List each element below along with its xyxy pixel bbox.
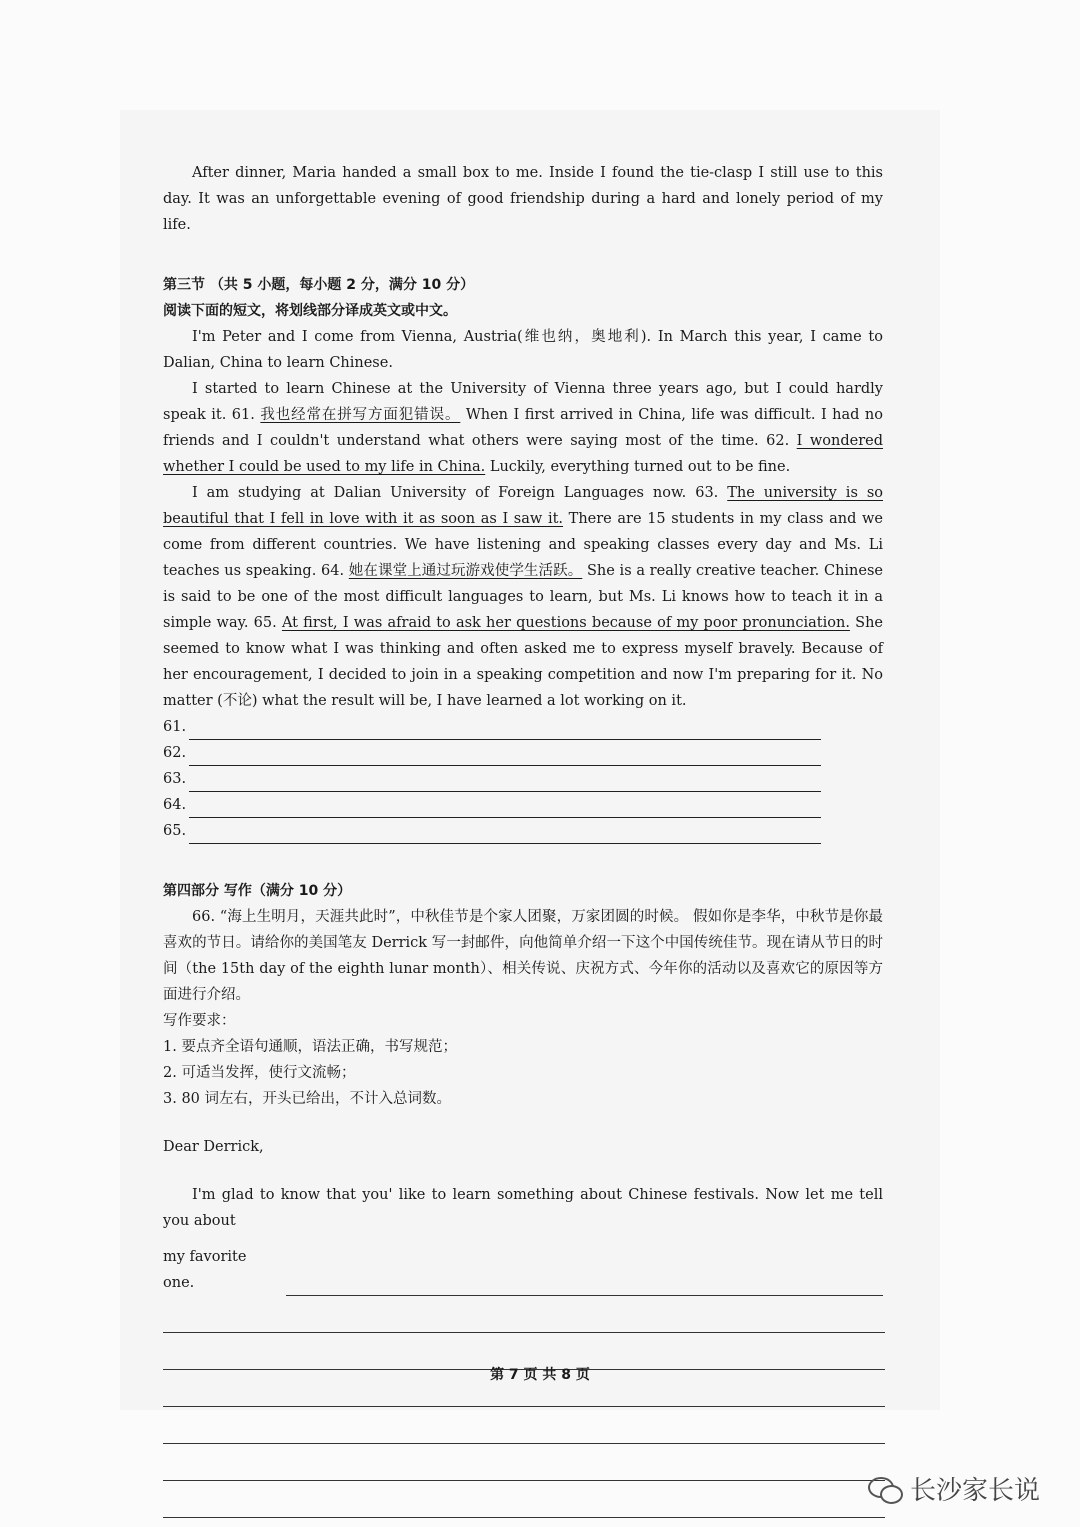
document-content [163, 160, 883, 1518]
answer-number: 63. [163, 771, 187, 787]
writing-line[interactable] [163, 1481, 885, 1518]
passage-paragraph-1: I'm Peter and I come from Vienna, Austria(维也纳，奥地利). In March this year, I came to Dalian, China to learn Chinese. [163, 329, 883, 371]
passage-text: When I first arrived in China, life was difficult. I had no friends and I couldn't understand what others were saying most of the time. 62. [163, 407, 884, 449]
answer-number: 65. [163, 823, 187, 839]
requirements-title: 写作要求： [163, 1013, 236, 1029]
underlined-65: At first, I was afraid to ask her questions because of my poor pronunciation. [281, 615, 850, 631]
answer-row[interactable] [163, 740, 883, 766]
answer-line[interactable] [189, 773, 821, 792]
writing-line[interactable] [286, 1277, 883, 1296]
answer-row[interactable] [163, 792, 883, 818]
watermark [868, 1470, 1040, 1507]
underlined-63: The university is so beautiful that I fell in love with it as soon as I saw it. [163, 485, 883, 527]
underlined-64: 她在课堂上通过玩游戏使学生活跃。 [348, 563, 583, 579]
letter-greeting: Dear Derrick, [163, 1139, 264, 1155]
answer-row[interactable] [163, 766, 883, 792]
writing-line[interactable] [163, 1444, 885, 1481]
intro-paragraph: After dinner, Maria handed a small box to me. Inside I found the tie-clasp I still use to this day. It was an unforgettable evening of good friendship during a hard and lonely period of my life. [163, 165, 883, 233]
passage-paragraph-3 [163, 480, 883, 714]
passage-text: I started to learn Chinese at the University of Vienna three years ago, but I could hardly speak it. 61. [163, 381, 883, 423]
answer-line[interactable] [189, 721, 821, 740]
passage-paragraph-2 [163, 376, 883, 480]
answer-row[interactable] [163, 818, 883, 844]
writing-line[interactable] [163, 1407, 885, 1444]
underlined-62: I wondered whether I could be used to my life in China. [163, 433, 884, 475]
passage-text: She is a really creative teacher. Chinese is said to be one of the most difficult languages to learn, but Ms. Li knows how to teach it in a simple way. 65. [163, 563, 883, 631]
answer-number: 61. [163, 719, 187, 735]
passage-text: There are 15 students in my class and we come from different countries. We have listening and speaking classes every day and Ms. Li teaches us speaking. 64. [163, 511, 883, 579]
passage-text: She seemed to know what I was thinking and often asked me to express myself bravely. Because of her encouragement, I decided to join in a speaking competition and now I'm preparing for it. No matter (不论) what the result will be, I have learned a lot working on it. [163, 615, 883, 709]
part4-heading: 第四部分 写作（满分 10 分） [163, 883, 352, 899]
underlined-61: 我也经常在拼写方面犯错误。 [260, 407, 461, 423]
wechat-icon [868, 1475, 902, 1503]
page-footer: 第 7 页 共 8 页 [490, 1367, 590, 1383]
writing-first-line[interactable] [163, 1244, 883, 1296]
passage-text: Luckily, everything turned out to be fine. [489, 459, 791, 475]
letter-first-line-text: my favorite one. [163, 1249, 247, 1291]
answer-line[interactable] [189, 825, 821, 844]
section3-instruction: 阅读下面的短文，将划线部分译成英文或中文。 [163, 303, 457, 319]
writing-prompt: 66. “海上生明月，天涯共此时”，中秋佳节是个家人团聚，万家团圆的时候。 假如你是李华，中秋节是你最喜欢的节日。请给你的美国笔友 Derrick 写一封邮件，向他简单介绍一下这个中国传统佳节。现在请从节日的时间（the 15th day of the eighth lunar month）、相关传说、庆祝方式、今年你的活动以及喜欢它的原因等方面进行介绍。 [163, 909, 883, 1003]
answer-number: 62. [163, 745, 187, 761]
section3-heading: 第三节 （共 5 小题，每小题 2 分，满分 10 分） [163, 277, 475, 293]
requirement-item: 2. 可适当发挥，使行文流畅； [163, 1065, 356, 1081]
passage-text: I am studying at Dalian University of Foreign Languages now. 63. [192, 485, 719, 501]
writing-line[interactable] [163, 1296, 885, 1333]
requirement-item: 3. 80 词左右，开头已给出，不计入总词数。 [163, 1091, 452, 1107]
letter-opening: I'm glad to know that you' like to learn something about Chinese festivals. Now let me tell you about [163, 1187, 883, 1229]
answer-line[interactable] [189, 747, 821, 766]
answer-row[interactable] [163, 714, 883, 740]
requirement-item: 1. 要点齐全语句通顺，语法正确，书写规范； [163, 1039, 457, 1055]
answer-number: 64. [163, 797, 187, 813]
answer-lines [163, 714, 883, 844]
answer-line[interactable] [189, 799, 821, 818]
watermark-text: 长沙家长说 [909, 1476, 1040, 1506]
